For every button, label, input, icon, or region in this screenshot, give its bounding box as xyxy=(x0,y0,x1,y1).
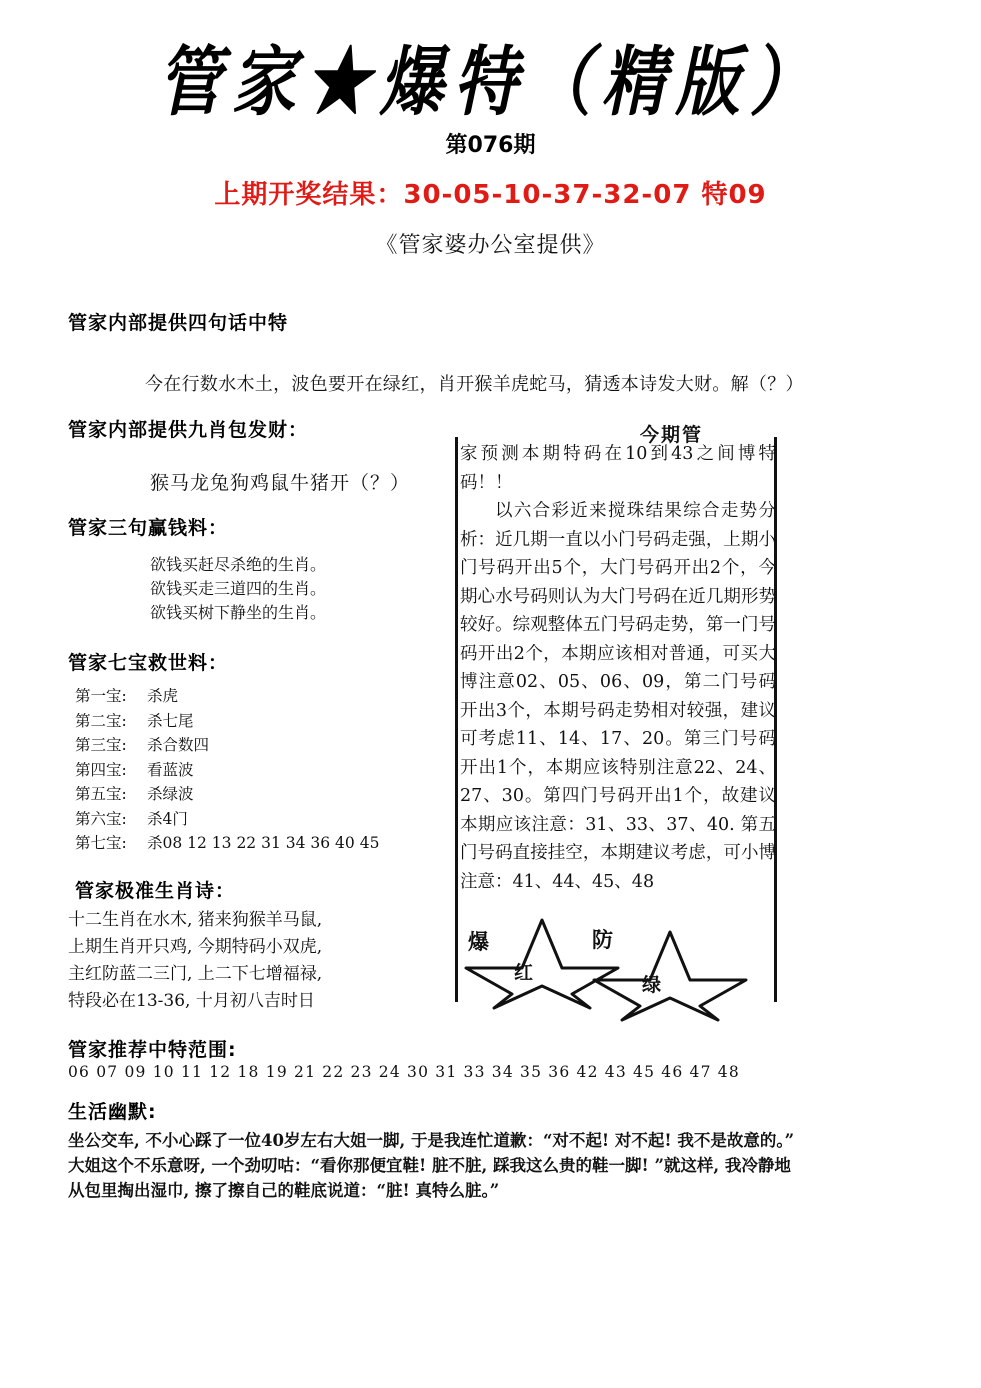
section-heading-recommend-range: 管家推荐中特范围: xyxy=(68,1039,237,1061)
poem-line: 主红防蓝二三门, 上二下七增福禄, xyxy=(68,964,323,984)
humor-line: 坐公交车, 不小心踩了一位40岁左右大姐一脚, 于是我连忙道歉：“对不起! 对不起! 我不是故意的。” xyxy=(68,1131,795,1150)
analysis-paragraph-2: 以六合彩近来搅珠结果综合走势分析：近几期一直以小门号码走强，上期小门号码开出5个，大门号码开出2个，今期心水号码则认为大门号码在近几期形势较好。综观整体五门号码走势，第一门号码开出2个，本期应该相对普通，可买大博注意02、05、06、09，第二门号码开出3个，本期号码走势相对较强，建议可考虑11、14、17、20。第三门号码开出1个，本期应该特别注意22、24、27、30。第四门号码开出1个，故建议本期应该注意：31、33、37、40. 第五门号码直接挂空，本期建议考虑，可小博注意：41、44、45、48 xyxy=(460,501,776,892)
poem-line: 特段必在13-36, 十月初八吉时日 xyxy=(68,991,315,1011)
treasure-key: 第六宝: xyxy=(75,809,127,828)
treasure-key: 第七宝: xyxy=(75,834,127,852)
treasure-value: 杀4门 xyxy=(147,809,188,828)
issue-number: 第076期 xyxy=(445,133,536,158)
star-label-inside: 绿 xyxy=(642,974,662,996)
section-heading-seven-treasures: 管家七宝救世料： xyxy=(68,652,229,674)
recommended-numbers: 06 07 09 10 11 12 18 19 21 22 23 24 30 31 33 34 35 36 42 43 45 46 47 48 xyxy=(68,1063,740,1081)
star-fang-green xyxy=(590,928,750,1023)
list-item xyxy=(75,831,379,856)
last-draw-result-text: 上期开奖结果：30-05-10-37-32-07 特09 xyxy=(214,180,767,210)
list-item xyxy=(75,684,379,709)
treasure-value: 杀合数四 xyxy=(147,736,210,754)
list-item xyxy=(75,709,379,734)
treasure-key: 第三宝: xyxy=(75,736,127,754)
humor-paragraph xyxy=(68,1128,948,1203)
analysis-paragraph-1: 家预测本期特码在10到43之间博特码！！ xyxy=(460,444,776,493)
three-sentence-list xyxy=(150,553,326,625)
list-item: 欲钱买树下静坐的生肖。 xyxy=(150,603,327,622)
star-group xyxy=(462,908,762,1008)
section-heading-zodiac-poem: 管家极准生肖诗： xyxy=(75,880,236,902)
section-heading-four-sentence: 管家内部提供四句话中特 xyxy=(68,312,289,334)
section-heading-three-sentence: 管家三句赢钱料： xyxy=(68,517,229,539)
treasure-key: 第五宝: xyxy=(75,785,127,803)
list-item xyxy=(75,807,379,832)
list-item: 欲钱买走三道四的生肖。 xyxy=(150,579,327,598)
list-item: 欲钱买赶尽杀绝的生肖。 xyxy=(150,555,327,574)
treasure-value: 杀绿波 xyxy=(147,785,194,803)
humor-line: 大姐这个不乐意呀, 一个劲叨咕：“看你那便宜鞋! 脏不脏, 踩我这么贵的鞋一脚! ”就这样, 我冷静地 xyxy=(68,1156,791,1175)
section-heading-humor: 生活幽默: xyxy=(68,1101,157,1123)
zodiac-poem xyxy=(68,907,322,1015)
provider-line: 《管家婆办公室提供》 xyxy=(375,233,606,258)
poem-line: 上期生肖开只鸡, 今期特码小双虎, xyxy=(68,937,323,957)
poem-line: 十二生肖在水木, 猪来狗猴羊马鼠, xyxy=(68,910,323,930)
list-item xyxy=(75,782,379,807)
treasure-value: 杀08 12 13 22 31 34 36 40 45 xyxy=(147,834,380,852)
list-item xyxy=(75,733,379,758)
analysis-text xyxy=(460,440,776,896)
humor-line: 从包里掏出湿巾, 擦了擦自己的鞋底说道：“脏! 真特么脏。” xyxy=(68,1181,500,1200)
page-title: 管家★爆特（精版） xyxy=(157,38,824,128)
star-label-outside: 爆 xyxy=(468,929,489,954)
treasure-key: 第一宝: xyxy=(75,687,127,705)
four-sentence-line: 今在行数水木土，波色要开在绿红，肖开猴羊虎蛇马，猜透本诗发大财。解（？） xyxy=(145,374,804,395)
star-label-outside: 防 xyxy=(592,927,613,952)
star-label-inside: 红 xyxy=(514,962,534,984)
seven-treasures-list xyxy=(75,684,379,856)
list-item xyxy=(75,758,379,783)
analysis-lead: 今期管 xyxy=(640,424,704,446)
treasure-key: 第四宝: xyxy=(75,760,127,779)
treasure-key: 第二宝: xyxy=(75,711,127,730)
treasure-value: 杀七尾 xyxy=(147,711,194,730)
last-draw-result xyxy=(0,174,981,211)
nine-zodiac-line: 猴马龙兔狗鸡鼠牛猪开（？） xyxy=(150,472,411,494)
star-outline-icon xyxy=(590,928,750,1023)
treasure-value: 看蓝波 xyxy=(147,760,194,779)
masthead xyxy=(0,22,981,128)
section-heading-nine-zodiac: 管家内部提供九肖包发财： xyxy=(68,419,309,441)
treasure-value: 杀虎 xyxy=(147,687,179,705)
